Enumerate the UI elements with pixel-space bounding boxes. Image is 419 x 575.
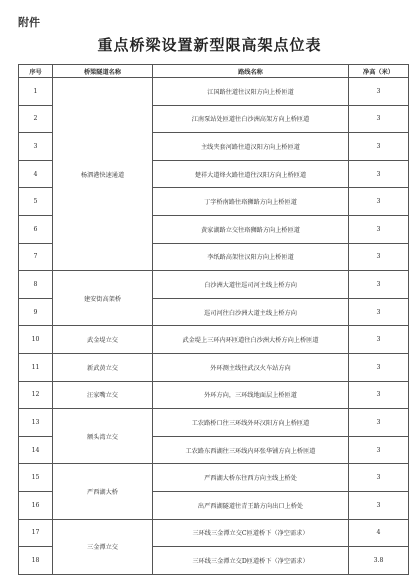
cell-clearance: 3 — [349, 409, 409, 437]
cell-route: 三环线三金潭立交D匝道桥下（净空需求） — [153, 547, 349, 575]
cell-no: 12 — [19, 381, 53, 409]
cell-bridge-tunnel-name: 严西湖大桥 — [53, 464, 153, 519]
cell-bridge-tunnel-name: 武金堤立交 — [53, 326, 153, 354]
cell-clearance: 3 — [349, 353, 409, 381]
cell-route: 巡司河往白沙洲大道主线上桥方向 — [153, 298, 349, 326]
cell-no: 13 — [19, 409, 53, 437]
cell-no: 2 — [19, 105, 53, 133]
cell-bridge-tunnel-name: 建安街高架桥 — [53, 271, 153, 326]
cell-no: 11 — [19, 353, 53, 381]
cell-clearance: 3 — [349, 326, 409, 354]
cell-bridge-tunnel-name: 汪家嘴立交 — [53, 381, 153, 409]
cell-clearance: 3 — [349, 298, 409, 326]
cell-bridge-tunnel-name: 杨泗港快速通道 — [53, 78, 153, 271]
attachment-label: 附件 — [18, 16, 40, 29]
cell-no: 14 — [19, 436, 53, 464]
cell-route: 严西湖大桥东往西方向主线上桥处 — [153, 464, 349, 492]
cell-no: 7 — [19, 243, 53, 271]
cell-clearance: 3 — [349, 271, 409, 299]
cell-no: 6 — [19, 215, 53, 243]
cell-clearance: 3 — [349, 105, 409, 133]
cell-no: 5 — [19, 188, 53, 216]
cell-no: 1 — [19, 78, 53, 106]
cell-route: 外环测主线往武汉火车站方向 — [153, 353, 349, 381]
cell-clearance: 3 — [349, 160, 409, 188]
cell-no: 8 — [19, 271, 53, 299]
cell-route: 三环线三金潭立交C匝道桥下（净空需求） — [153, 519, 349, 547]
cell-route: 出严西湖隧道往青王路方向出口上桥处 — [153, 491, 349, 519]
cell-no: 15 — [19, 464, 53, 492]
header-no: 序号 — [19, 65, 53, 78]
cell-route: 主线夹套河路往道汉阳方向上桥匝道 — [153, 133, 349, 161]
cell-clearance: 3 — [349, 78, 409, 106]
cell-no: 18 — [19, 547, 53, 575]
header-bridge-tunnel: 桥梁隧道名称 — [53, 65, 153, 78]
cell-clearance: 3 — [349, 188, 409, 216]
table-row — [19, 464, 409, 492]
cell-clearance: 3 — [349, 436, 409, 464]
table-row — [19, 326, 409, 354]
cell-route: 工农路东西湖往三环线内环张华铺方向上桥匝道 — [153, 436, 349, 464]
document-title: 重点桥梁设置新型限高架点位表 — [97, 36, 322, 54]
cell-clearance: 4 — [349, 519, 409, 547]
cell-clearance: 3.8 — [349, 547, 409, 575]
cell-no: 4 — [19, 160, 53, 188]
table-row — [19, 353, 409, 381]
table-header-row — [19, 65, 409, 78]
cell-clearance: 3 — [349, 381, 409, 409]
table-row — [19, 381, 409, 409]
table-row — [19, 519, 409, 547]
cell-route: 李纸路高架往汉阳方向上桥匝道 — [153, 243, 349, 271]
table-row — [19, 409, 409, 437]
cell-clearance: 3 — [349, 215, 409, 243]
cell-route: 白沙洲大道往巡司河主线上桥方向 — [153, 271, 349, 299]
table-row — [19, 78, 409, 106]
cell-no: 16 — [19, 491, 53, 519]
cell-no: 17 — [19, 519, 53, 547]
cell-no: 10 — [19, 326, 53, 354]
cell-route: 外环方向，三环线地面层上桥匝道 — [153, 381, 349, 409]
cell-route: 楚祥大道烽火路往道往汉阳方向上桥匝道 — [153, 160, 349, 188]
header-clearance: 净高（米） — [349, 65, 409, 78]
cell-bridge-tunnel-name: 三金潭立交 — [53, 519, 153, 574]
cell-clearance: 3 — [349, 133, 409, 161]
cell-clearance: 3 — [349, 464, 409, 492]
cell-clearance: 3 — [349, 243, 409, 271]
bridge-height-limit-table — [18, 64, 409, 575]
table-body — [19, 78, 409, 575]
cell-route: 武金堤上三环内环匝道往白沙洲大桥方向上桥匝道 — [153, 326, 349, 354]
table-row — [19, 271, 409, 299]
cell-clearance: 3 — [349, 491, 409, 519]
cell-route: 江国路往道往汉阳方向上桥匝道 — [153, 78, 349, 106]
cell-no: 9 — [19, 298, 53, 326]
header-route: 路线名称 — [153, 65, 349, 78]
cell-bridge-tunnel-name: 新武黄立交 — [53, 353, 153, 381]
cell-bridge-tunnel-name: 额头湾立交 — [53, 409, 153, 464]
cell-route: 黄家湖路立交往珞狮路方向上桥匝道 — [153, 215, 349, 243]
cell-route: 丁字桥南路往珞狮路方向上桥匝道 — [153, 188, 349, 216]
cell-no: 3 — [19, 133, 53, 161]
cell-route: 江南泵站处匝道往白沙洲高架方向上桥匝道 — [153, 105, 349, 133]
cell-route: 工农路桥口往三环线外环汉阳方向上桥匝道 — [153, 409, 349, 437]
